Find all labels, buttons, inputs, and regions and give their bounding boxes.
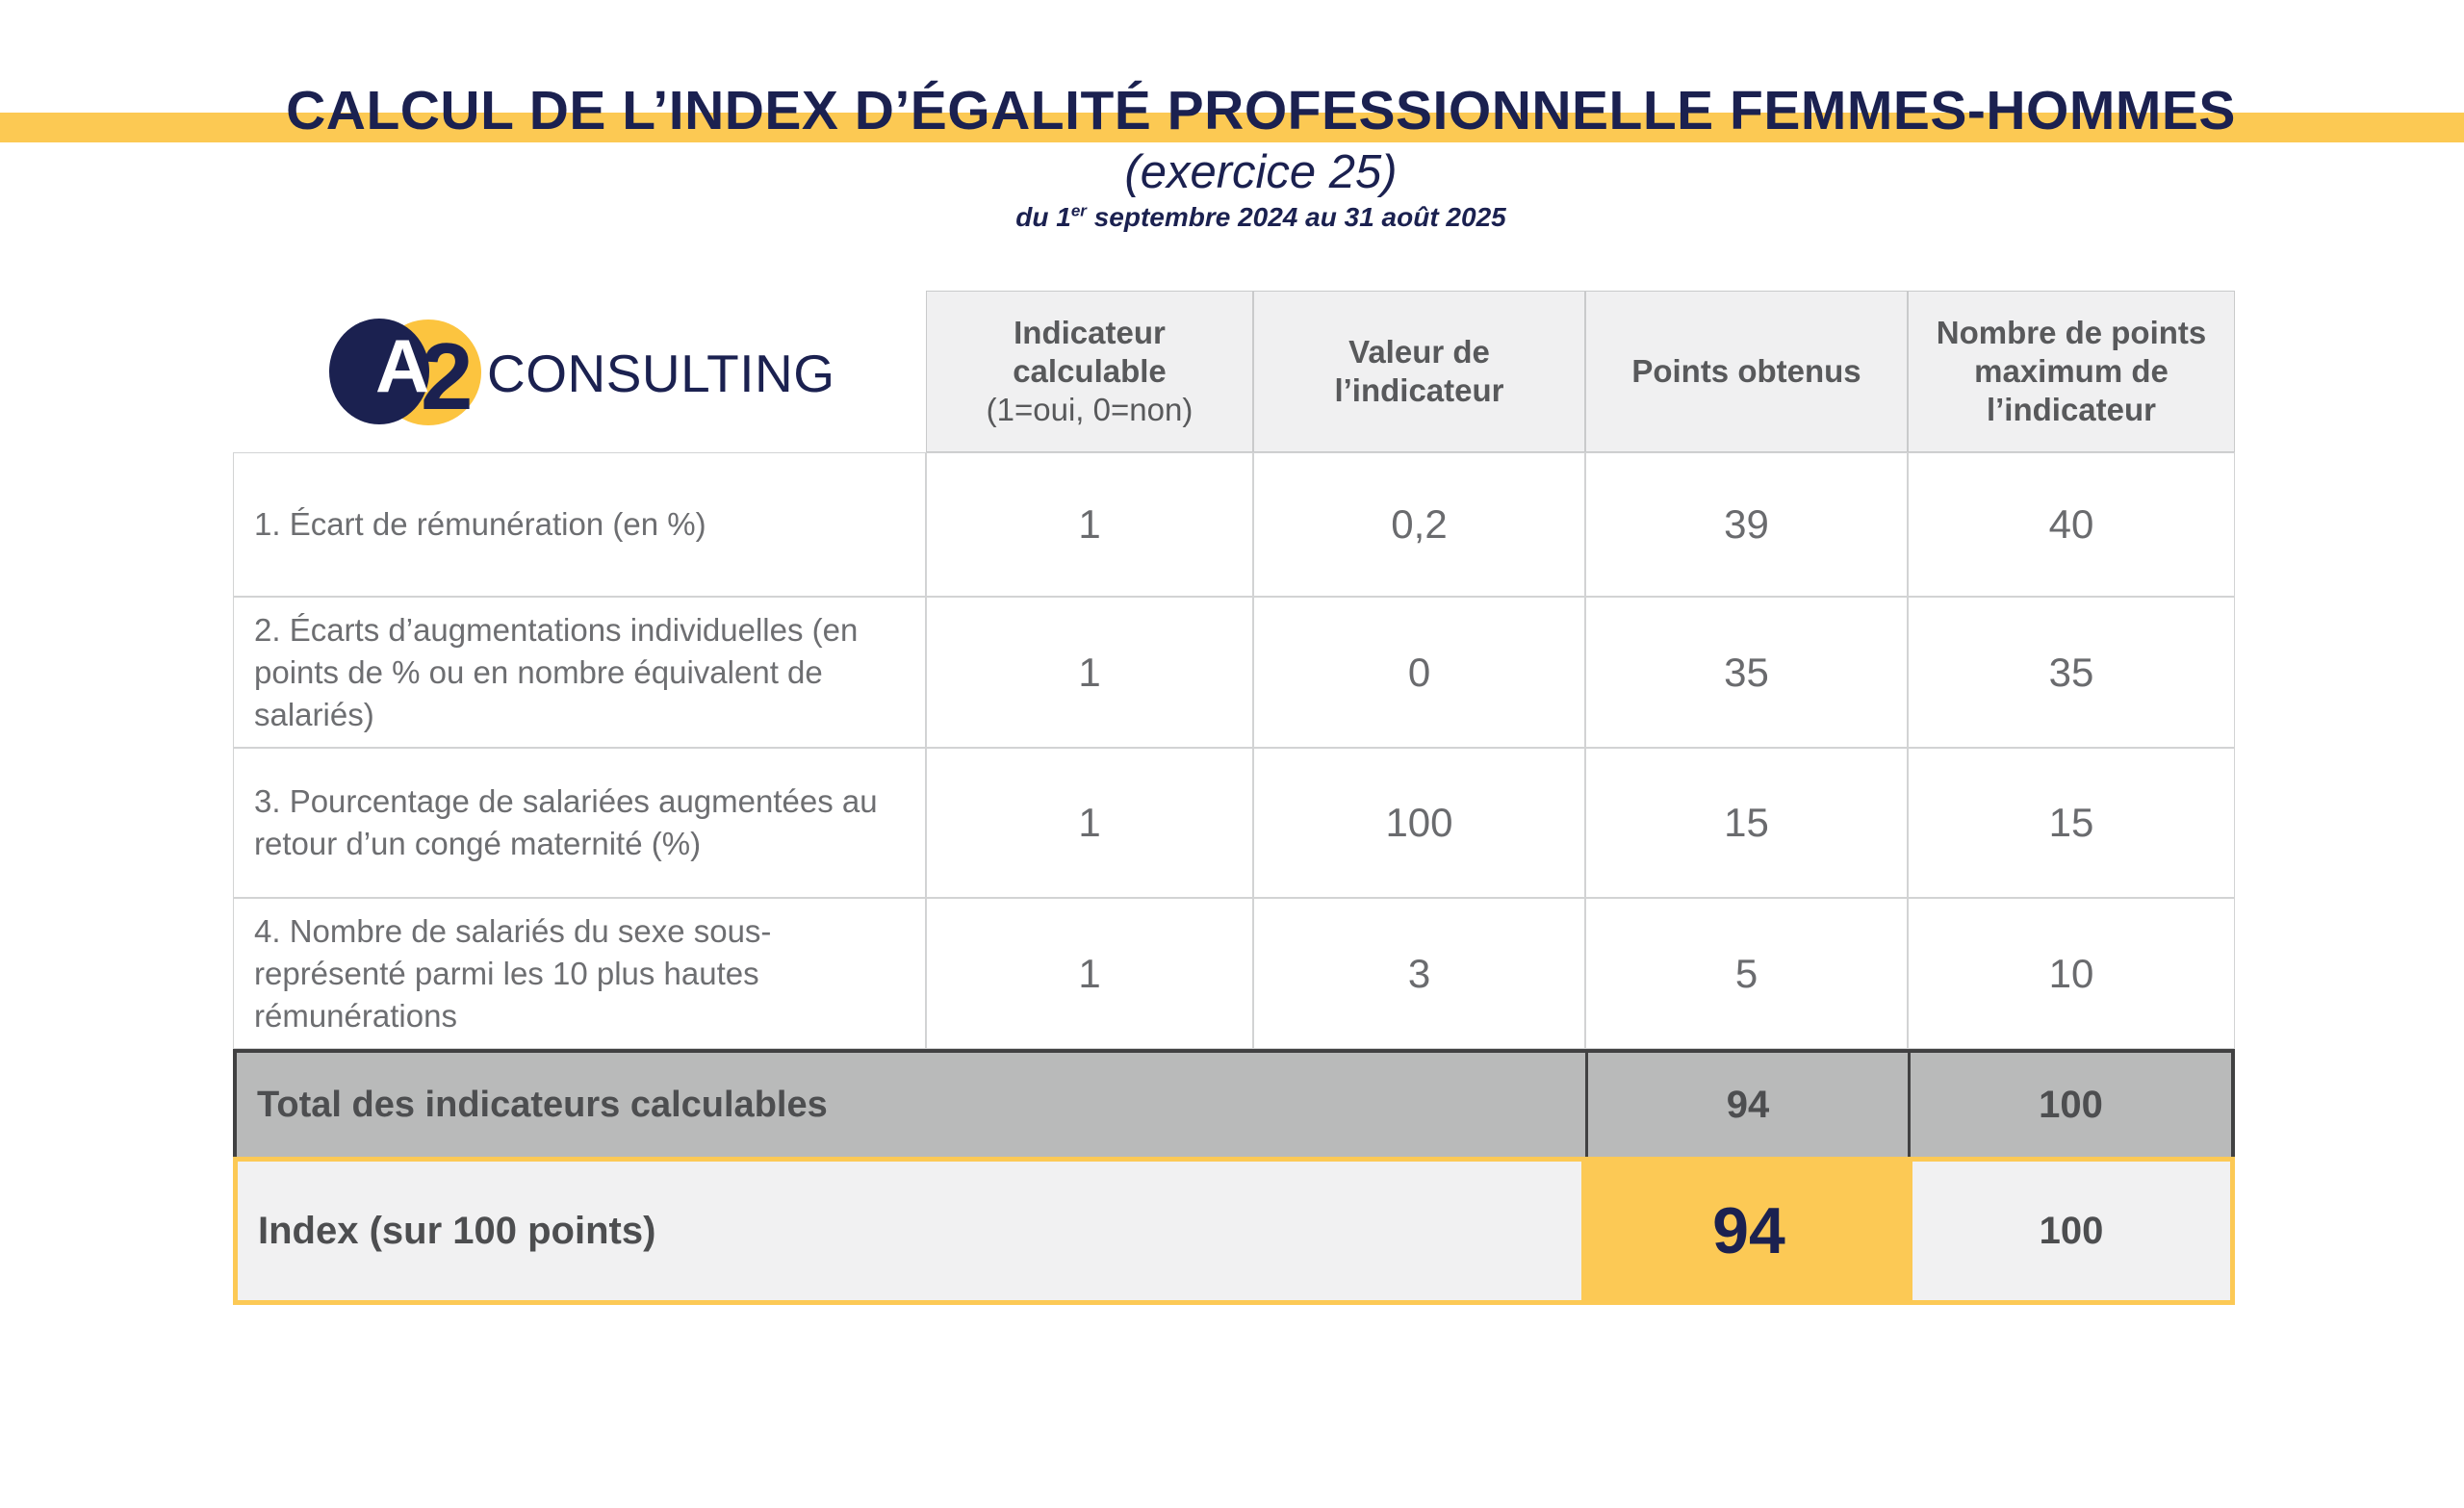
total-row-label: Total des indicateurs calculables — [233, 1049, 1585, 1157]
reporting-period — [58, 202, 2464, 233]
index-max-value: 100 — [1912, 1162, 2230, 1300]
row1-calculable-value: 1 — [926, 452, 1253, 597]
row3-points-obtained: 15 — [1585, 748, 1908, 898]
page-title: CALCUL DE L’INDEX D’ÉGALITÉ PROFESSIONNELLE FEMMES-HOMMES — [286, 80, 2236, 141]
row-label-conge-maternite: 3. Pourcentage de salariées augmentées au retour d’un congé maternité (%) — [233, 748, 926, 898]
row2-points-max: 35 — [1908, 597, 2235, 748]
page-subtitle: (exercice 25) — [1124, 146, 1398, 198]
row2-points-obtained: 35 — [1585, 597, 1908, 748]
column-header-valeur — [1253, 291, 1585, 452]
row4-points-obtained: 5 — [1585, 898, 1908, 1049]
total-points-max: 100 — [1908, 1049, 2235, 1157]
row1-indicator-value: 0,2 — [1253, 452, 1585, 597]
period-rest: septembre 2024 au 31 août 2025 — [1086, 202, 1506, 232]
row4-indicator-value: 3 — [1253, 898, 1585, 1049]
row3-indicator-value: 100 — [1253, 748, 1585, 898]
period-ordinal-sup: er — [1070, 201, 1087, 220]
row3-points-max: 15 — [1908, 748, 2235, 898]
index-score-value: 94 — [1712, 1194, 1785, 1267]
column-header-indicateur-calculable — [926, 291, 1253, 452]
period-prefix: du 1 — [1015, 202, 1071, 232]
row1-points-max: 40 — [1908, 452, 2235, 597]
row-label-hautes-remunerations: 4. Nombre de salariés du sexe sous-représenté parmi les 10 plus hautes rémunérations — [233, 898, 926, 1049]
header-line-main: Nombre de points maximum de l’indicateur — [1936, 315, 2207, 427]
column-header-points-maximum — [1908, 291, 2235, 452]
logo-company-name: CONSULTING — [487, 344, 835, 403]
header-line-main: Points obtenus — [1631, 353, 1861, 389]
row4-points-max: 10 — [1908, 898, 2235, 1049]
header-line-main: Indicateur calculable — [1013, 315, 1167, 389]
index-row — [233, 1157, 2235, 1305]
row-label-ecart-remuneration: 1. Écart de rémunération (en %) — [233, 452, 926, 597]
column-header-points-obtenus — [1585, 291, 1908, 452]
header-line-note: (1=oui, 0=non) — [986, 392, 1194, 427]
header-line-main: Valeur de l’indicateur — [1334, 334, 1504, 408]
logo-letter-2: 2 — [421, 323, 474, 429]
total-points-obtained: 94 — [1585, 1049, 1908, 1157]
row-label-ecarts-augmentations: 2. Écarts d’augmentations individuelles (en points de % ou en nombre équivalent de salariés) — [233, 597, 926, 748]
row2-indicator-value: 0 — [1253, 597, 1585, 748]
row3-calculable-value: 1 — [926, 748, 1253, 898]
logo-letter-a: A — [375, 323, 430, 408]
row1-points-obtained: 39 — [1585, 452, 1908, 597]
row4-calculable-value: 1 — [926, 898, 1253, 1049]
row2-calculable-value: 1 — [926, 597, 1253, 748]
index-row-label: Index (sur 100 points) — [238, 1162, 1581, 1300]
